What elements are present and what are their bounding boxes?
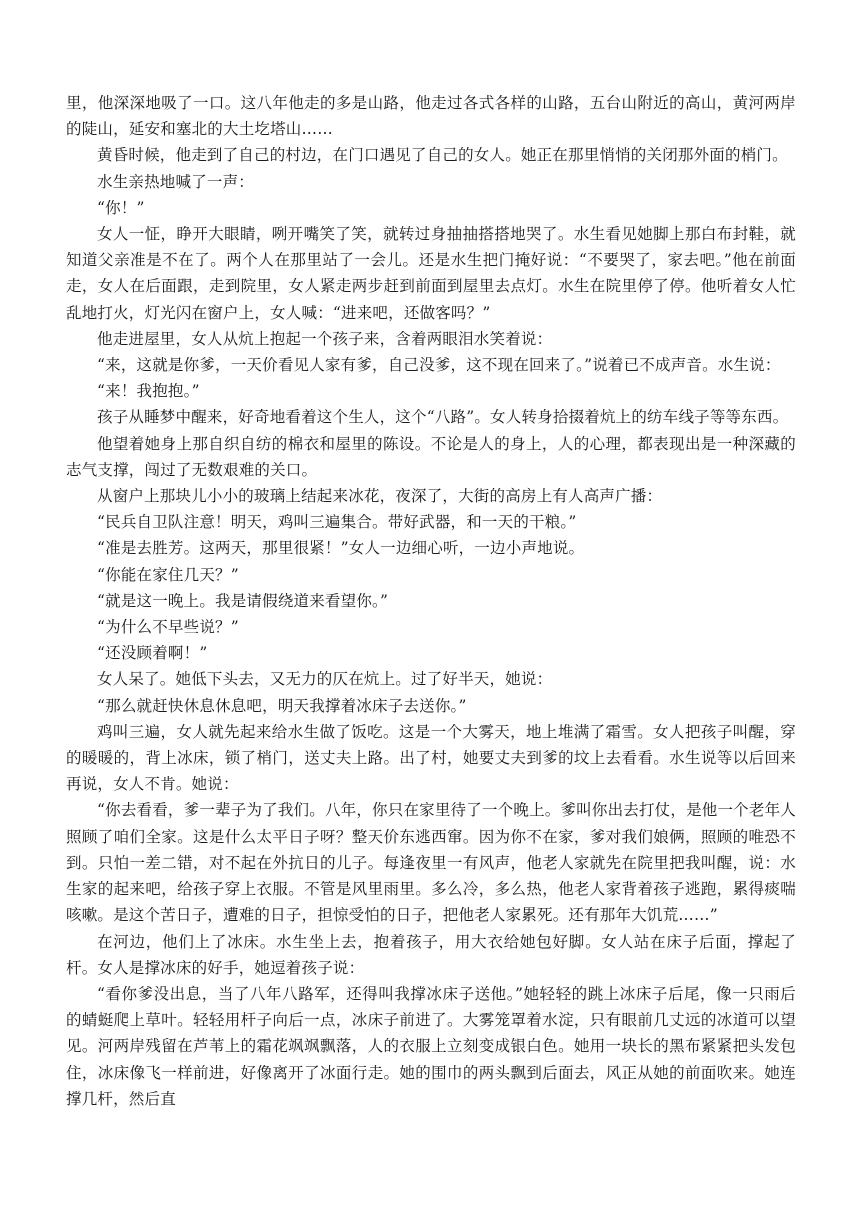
paragraph: 他望着她身上那自织自纺的棉衣和屋里的陈设。不论是人的身上，人的心理，都表现出是一种深藏的志气支撑，闯过了无数艰难的关口。 (66, 434, 796, 479)
paragraph: “来！我抱抱。” (97, 382, 200, 401)
paragraph: “你！” (97, 198, 145, 217)
paragraph: 孩子从睡梦中醒来，好奇地看着这个生人，这个“八路”。女人转身拾掇着炕上的纺车线子等等东西。 (97, 408, 789, 427)
paragraph: 水生亲热地喊了一声： (97, 172, 255, 191)
paragraph: 女人一怔，睁开大眼睛，咧开嘴笑了笑，就转过身抽抽搭搭地哭了。水生看见她脚上那白布封鞋，就知道父亲准是不在了。两个人在那里站了一会儿。还是水生把门掩好说：“不要哭了，家去吧。”他在前面走，女人在后面跟，走到院里，女人紧走两步赶到前面到屋里去点灯。水生在院里停了停。他听着女人忙乱地打火，灯光闪在窗户上，女人喊：“进来吧，还做客吗？” (66, 225, 796, 322)
paragraph: “准是去胜芳。这两天，那里很紧！”女人一边细心听，一边小声地说。 (97, 539, 585, 558)
paragraph: “那么就赶快休息休息吧，明天我撑着冰床子去送你。” (97, 696, 467, 715)
paragraph: 黄昏时候，他走到了自己的村边，在门口遇见了自己的女人。她正在那里悄悄的关闭那外面的梢门。 (97, 146, 788, 165)
paragraph: “你能在家住几天？” (97, 565, 239, 584)
paragraph: “来，这就是你爹，一天价看见人家有爹，自己没爹，这不现在回来了。”说着已不成声音。水生说： (97, 356, 781, 375)
paragraph: “为什么不早些说？” (97, 618, 239, 637)
paragraph: “还没顾着啊！” (97, 644, 208, 663)
paragraph: “就是这一晚上。我是请假绕道来看望你。” (97, 591, 389, 610)
paragraph: 女人呆了。她低下头去，又无力的仄在炕上。过了好半天，她说： (97, 670, 553, 689)
paragraph: 他走进屋里，女人从炕上抱起一个孩子来，含着两眼泪水笑着说： (97, 329, 553, 348)
paragraph: 在河边，他们上了冰床。水生坐上去，抱着孩子，用大衣给她包好脚。女人站在床子后面，撑起了杆。女人是撑冰床的好手，她逗着孩子说： (66, 932, 796, 977)
paragraph: 从窗户上那块儿小小的玻璃上结起来冰花，夜深了，大街的高房上有人高声广播： (97, 487, 663, 506)
paragraph: 里，他深深地吸了一口。这八年他走的多是山路，他走过各式各样的山路，五台山附近的高山，黄河两岸的陡山，延安和塞北的大土圪塔山…… (66, 94, 796, 139)
paragraph: “看你爹没出息，当了八年八路军，还得叫我撑冰床子送他。”她轻轻的跳上冰床子后尾，像一只雨后的蜻蜓爬上草叶。轻轻用杆子向后一点，冰床子前进了。大雾笼罩着水淀，只有眼前几丈远的冰道可以望见。河两岸残留在芦苇上的霜花飒飒飘落，人的衣服上立刻变成银白色。她用一块长的黑布紧紧把头发包住，冰床像飞一样前进，好像离开了冰面行走。她的围巾的两头飘到后面去，风正从她的前面吹来。她连撑几杆，然后直 (66, 984, 796, 1108)
paragraph: 鸡叫三遍，女人就先起来给水生做了饭吃。这是一个大雾天，地上堆满了霜雪。女人把孩子叫醒，穿的暖暖的，背上冰床，锁了梢门，送丈夫上路。出了村，她要丈夫到爹的坟上去看看。水生说等以后回来再说，女人不肯。她说： (66, 722, 796, 794)
paragraph: “民兵自卫队注意！明天，鸡叫三遍集合。带好武器，和一天的干粮。” (97, 513, 577, 532)
document-body (66, 90, 796, 1112)
paragraph: “你去看看，爹一辈子为了我们。八年，你只在家里待了一个晚上。爹叫你出去打仗，是他一个老年人照顾了咱们全家。这是什么太平日子呀？整天价东逃西窜。因为你不在家，爹对我们娘俩，照顾的唯恐不到。只怕一差二错，对不起在外抗日的儿子。每逢夜里一有风声，他老人家就先在院里把我叫醒，说：水生家的起来吧，给孩子穿上衣服。不管是风里雨里。多么冷，多么热，他老人家背着孩子逃跑，累得痰喘咳嗽。是这个苦日子，遭难的日子，担惊受怕的日子，把他老人家累死。还有那年大饥荒……” (66, 801, 796, 925)
